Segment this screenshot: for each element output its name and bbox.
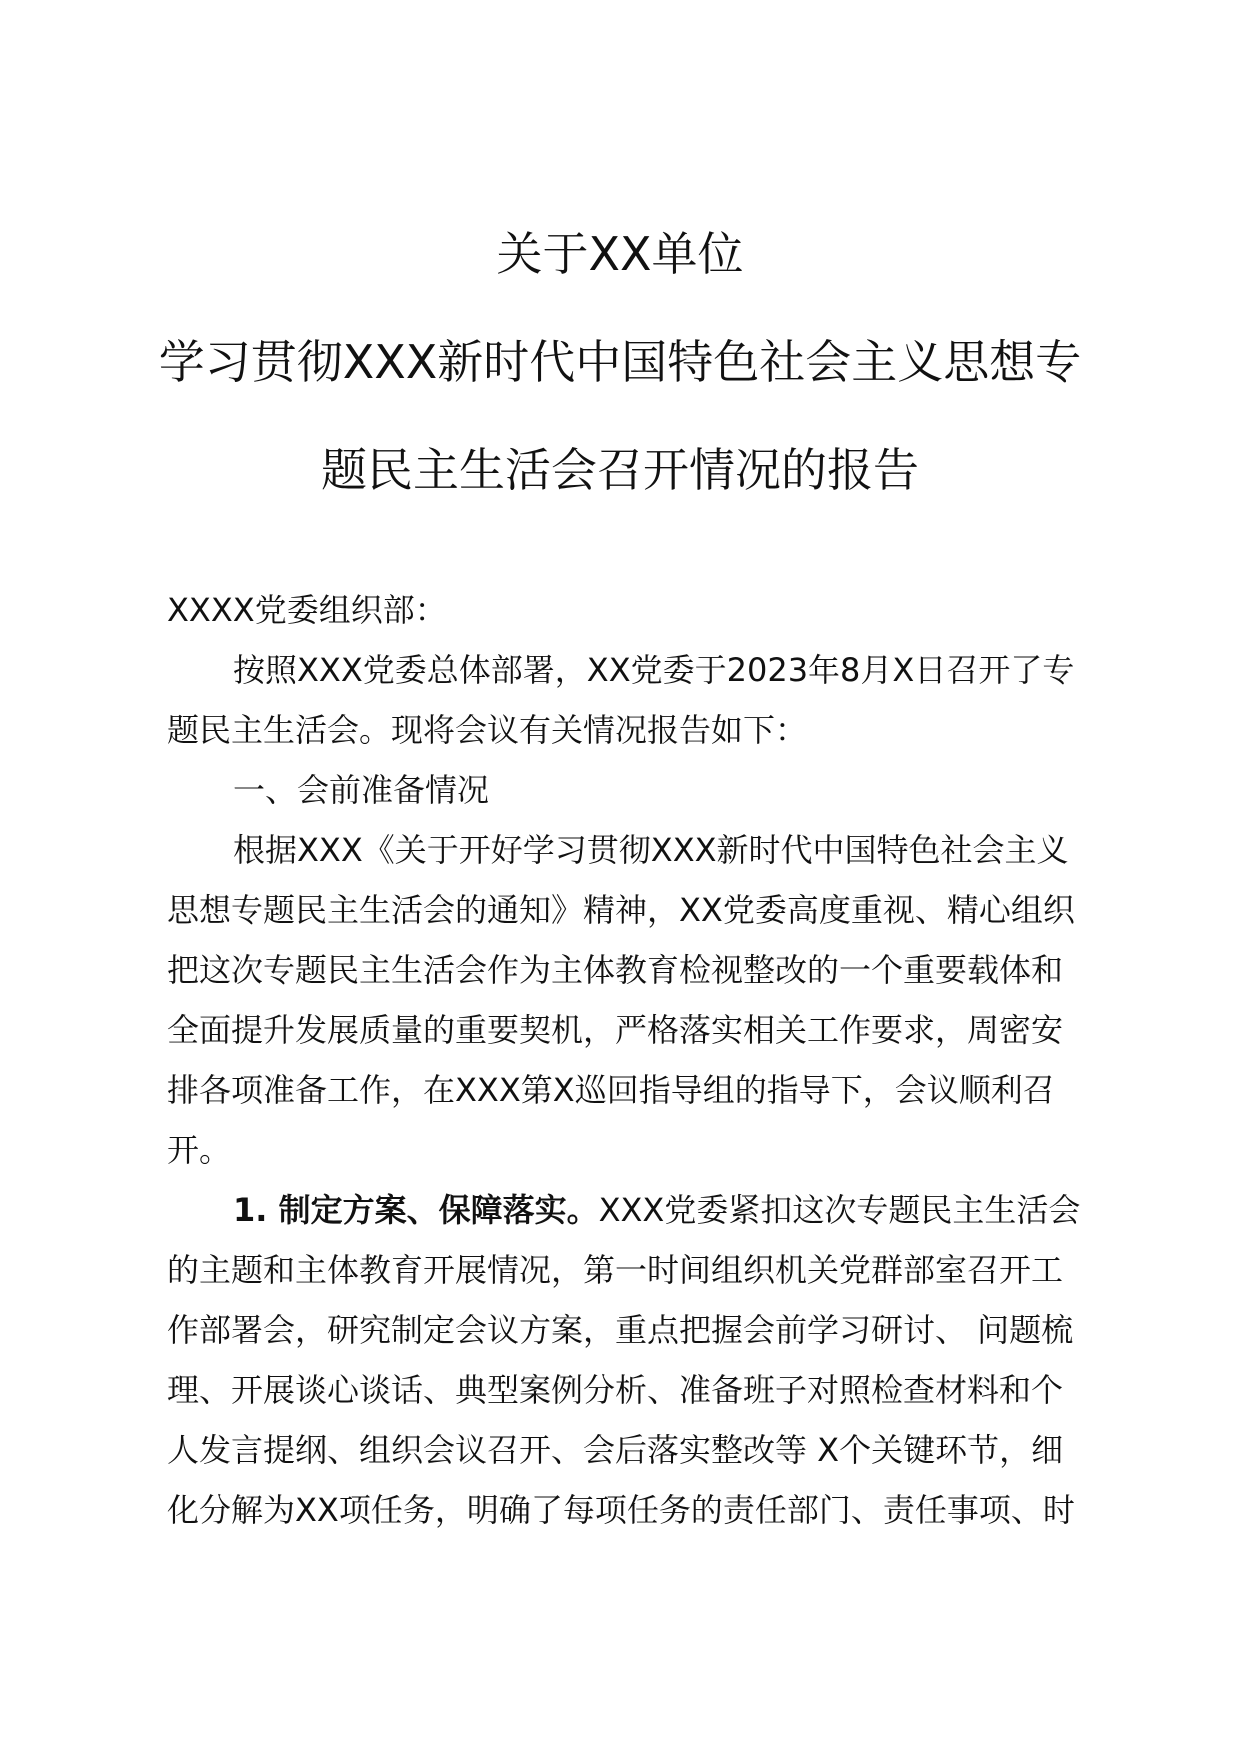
section-heading: 一、会前准备情况 (233, 771, 490, 809)
title-line-3: 题民主生活会召开情况的报告 (321, 443, 919, 497)
salutation: XXXX党委组织部： (167, 591, 447, 629)
prep-line-2: 思想专题民主生活会的通知》精神，XX党委高度重视、精心组织 (167, 891, 1075, 929)
intro-line-1: 按照XXX党委总体部署，XX党委于2023年8月X日召开了专 (233, 651, 1075, 689)
prep-line-1: 根据XXX《关于开好学习贯彻XXX新时代中国特色社会主义 (233, 831, 1069, 869)
intro-line-2: 题民主生活会。现将会议有关情况报告如下： (167, 711, 808, 749)
item1-first-rest: XXX党委紧扣这次专题民主生活会 (598, 1191, 1081, 1229)
item1-line-4: 理、开展谈心谈话、典型案例分析、准备班子对照检查材料和个 (167, 1371, 1064, 1409)
item1-line-5: 人发言提纲、组织会议召开、会后落实整改等 X个关键环节，细 (167, 1431, 1064, 1469)
prep-line-5: 排各项准备工作，在XXX第X巡回指导组的指导下，会议顺利召 (167, 1071, 1055, 1109)
item1-first-line (233, 1188, 1080, 1232)
title-line-1: 关于XX单位 (496, 227, 744, 281)
item1-lead: 1. 制定方案、保障落实。 (233, 1191, 599, 1229)
prep-line-6: 开。 (167, 1131, 232, 1169)
prep-line-3: 把这次专题民主生活会作为主体教育检视整改的一个重要载体和 (167, 951, 1064, 989)
item1-line-3: 作部署会，研究制定会议方案，重点把握会前学习研讨、 问题梳 (167, 1311, 1074, 1349)
prep-line-4: 全面提升发展质量的重要契机，严格落实相关工作要求，周密安 (167, 1011, 1064, 1049)
item1-line-2: 的主题和主体教育开展情况，第一时间组织机关党群部室召开工 (167, 1251, 1064, 1289)
item1-line-6: 化分解为XX项任务，明确了每项任务的责任部门、责任事项、时 (167, 1491, 1075, 1529)
title-line-2: 学习贯彻XXX新时代中国特色社会主义思想专 (158, 335, 1082, 389)
